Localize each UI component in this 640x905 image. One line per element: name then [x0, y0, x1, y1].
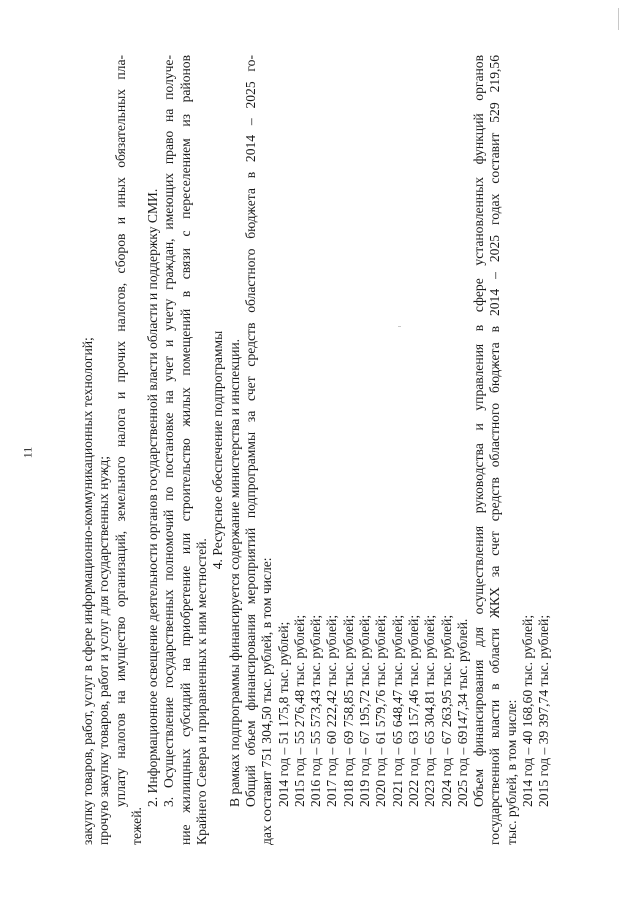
text-line: тыс. рублей, в том числе: — [503, 699, 519, 845]
text-line: Объем финансирования для осуществления руководства и управления в сфере установленных функций органов — [471, 55, 487, 807]
text-line: 2015 год – 55 276,48 тыс. рублей; — [291, 614, 307, 807]
text-line: 4. Ресурсное обеспечение подпрограммы — [210, 330, 226, 570]
text-line: 2019 год – 67 195,72 тыс. рублей; — [357, 614, 373, 807]
document-body — [80, 55, 552, 845]
text-line: Общий объем финансирования мероприятий подпрограммы за счет средств областного бюджета в 2014 – 2025 го- — [242, 55, 258, 807]
text-line: В рамках подпрограммы финансируется содержание министерства и инспекции. — [226, 338, 242, 807]
text-line: дах составит 751 304,50 тыс. рублей, в том числе: — [259, 557, 275, 845]
scan-mark — [618, 8, 619, 30]
text-line: 2014 год – 51 175,8 тыс. рублей; — [275, 621, 291, 807]
text-line: тежей. — [128, 807, 144, 845]
text-line: уплату налогов на имущество организаций, земельного налога и прочих налогов, сборов и иных обязательных пла- — [112, 55, 128, 807]
text-line: 2017 год – 60 222,42 тыс. рублей; — [324, 614, 340, 807]
text-line: 2018 год – 69 758,85 тыс. рублей; — [340, 614, 356, 807]
text-line: 2016 год – 55 573,43 тыс. рублей; — [308, 614, 324, 807]
page-number: 11 — [20, 446, 35, 459]
text-line: закупку товаров, работ, услуг в сфере информационно-коммуникационных технологий; — [80, 337, 95, 845]
text-line: 2020 год – 61 579,76 тыс. рублей; — [373, 614, 389, 807]
text-line: государственной власти в области ЖКХ за счет средств областного бюджета в 2014 – 2025 годах составит 529 219,56 — [487, 55, 503, 845]
text-line: Крайнего Севера и приравненных к ним местностей. — [194, 538, 210, 845]
text-line: 2. Информационное освещение деятельности органов государственной власти области и поддержку СМИ. — [145, 188, 161, 807]
text-line: 2014 год – 40 168,60 тыс. рублей; — [520, 614, 536, 807]
text-line: прочую закупку товаров, работ и услуг для государственных нужд; — [96, 455, 112, 845]
text-line: 2023 год – 65 304,81 тыс. рублей; — [422, 614, 438, 807]
text-line: 2015 год – 39 397,74 тыс. рублей; — [536, 614, 552, 807]
text-line: 3. Осуществление государственных полномочий по постановке на учет и учету граждан, имеющих право на получе- — [161, 55, 177, 807]
text-line: 2021 год – 65 648,47 тыс. рублей; — [389, 614, 405, 807]
text-line: 2024 год – 67 263,95 тыс. рублей; — [438, 614, 454, 807]
text-line: 2022 год – 63 157,46 тыс. рублей; — [405, 614, 421, 807]
text-line: ние жилищных субсидий на приобретение или строительство жилых помещений в связи с переселением из районов — [177, 55, 193, 845]
text-line: 2025 год – 69147,34 тыс. рублей. — [454, 618, 470, 807]
